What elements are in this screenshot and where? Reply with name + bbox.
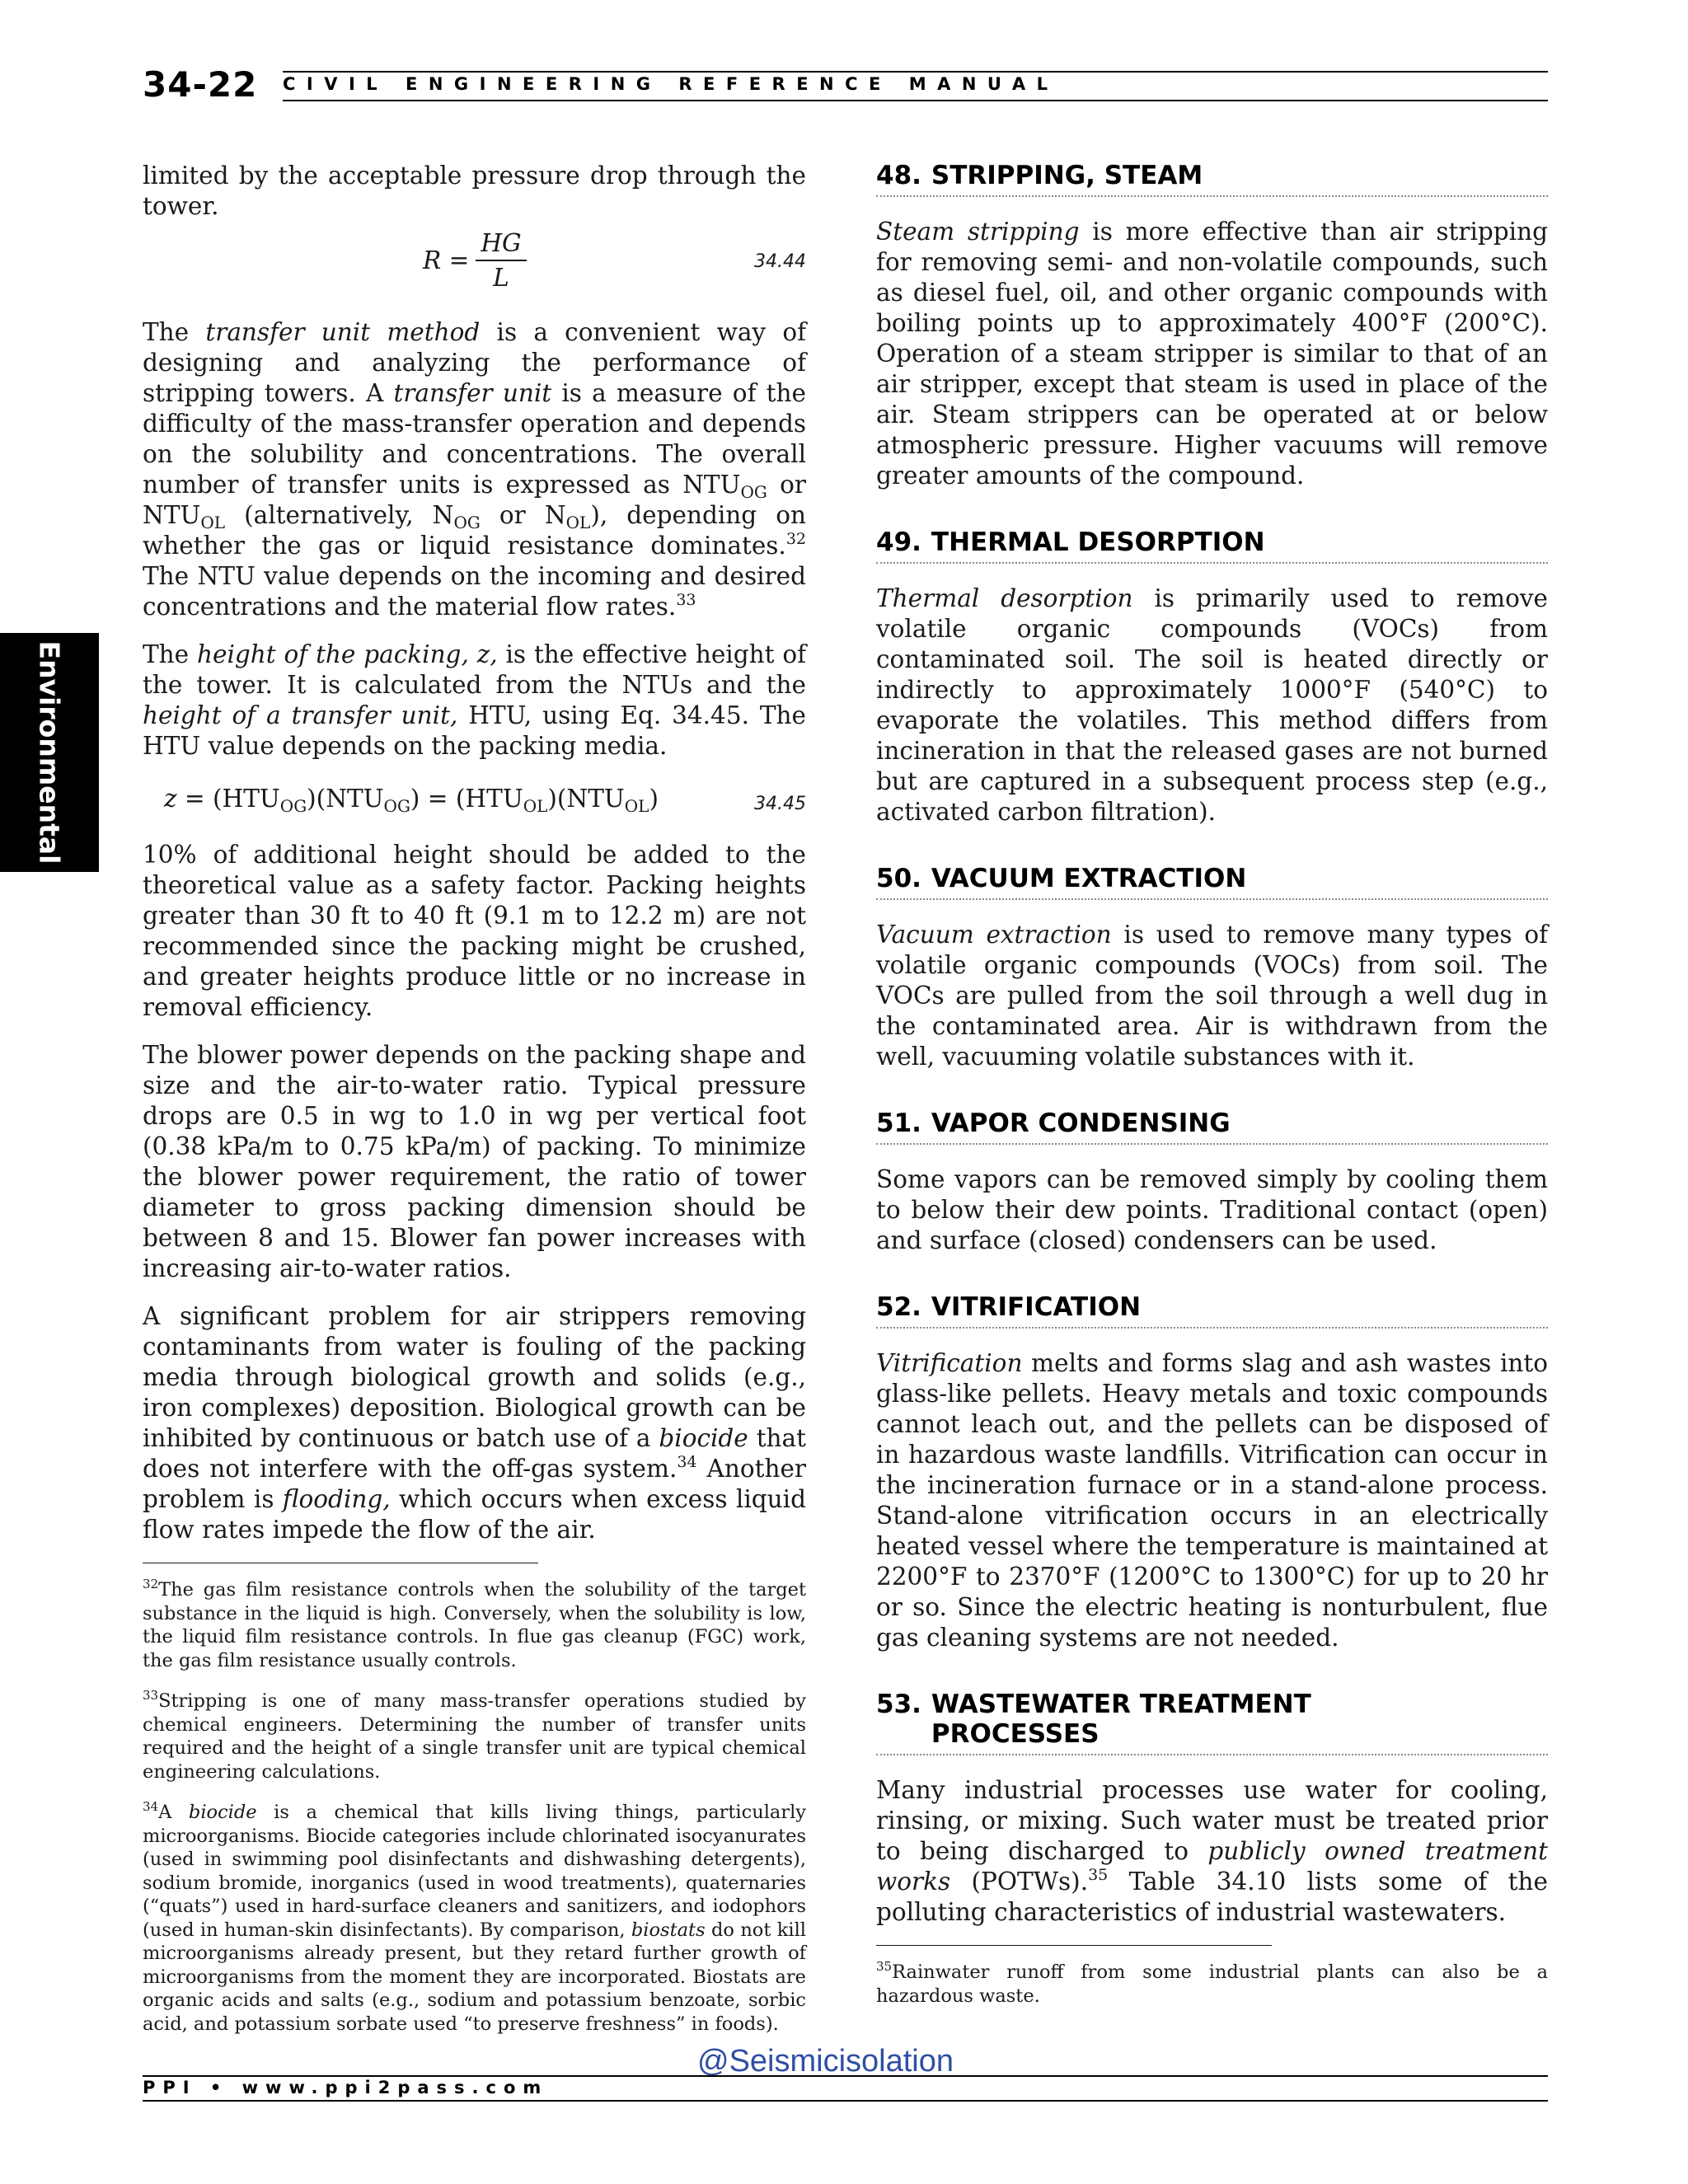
section-50-text: Vacuum extraction is used to remove many types of volatile organic compounds (VOCs) from soil. The VOCs are pulled from the soil through a well dug in the contaminated area. Air is withdrawn from the well, vacuuming volatile substances with it. bbox=[876, 921, 1548, 1071]
book-title: CIVIL ENGINEERING REFERENCE MANUAL bbox=[283, 74, 1059, 94]
intro-paragraph: limited by the acceptable pressure drop through the tower. bbox=[143, 162, 806, 220]
eq44-denominator: L bbox=[493, 264, 509, 292]
header-rule-top bbox=[283, 71, 1548, 73]
safety-factor-paragraph: 10% of additional height should be added to the theoretical value as a safety factor. Packing heights greater than 30 ft to 40 ft (9.1 m to 12.2 m) are not recommended since the packing might be crushed, and greater heights produce little or no increase in removal efficiency. bbox=[143, 841, 806, 1021]
watermark: @Seismicisolation bbox=[697, 2044, 954, 2079]
section-50-heading: 50. VACUUM EXTRACTION bbox=[876, 864, 1548, 900]
footnote-32: $^{32}$The gas film resistance controls when the solubility of the target substance in the liquid is high. Conversely, when the solubility is low, the liquid film resistance controls. In flue gas cleanup (FGC) work, the gas film resistance usually controls. bbox=[143, 1577, 806, 1671]
right-column bbox=[876, 161, 1548, 2025]
page-header bbox=[143, 64, 1548, 107]
footer-rule-bottom bbox=[143, 2100, 1548, 2102]
header-rule-bottom bbox=[283, 100, 1548, 101]
section-48-text: Steam stripping is more effective than air stripping for removing semi- and non-volatile compounds, such as diesel fuel, oil, and other organic compounds with boiling points up to approximately 400°F (200°C). Operation of a steam stripper is similar to that of an air stripper, except that steam is used in place of the air. Steam strippers can be operated at or below atmospheric pressure. Higher vacuums will remove greater amounts of the compound. bbox=[876, 218, 1549, 490]
section-53-text: Many industrial processes use water for cooling, rinsing, or mixing. Such water must be treated prior to being discharged to publicly owned treatment works (POTWs).$^{35}$ Table 34.10 lists some of the polluting characteristics of industrial wastewaters. bbox=[876, 1776, 1548, 1926]
eq44-lhs: R = bbox=[423, 246, 470, 274]
packing-height-paragraph: The height of the packing, z, is the effective height of the tower. It is calculated from the NTUs and the height of a transfer unit, HTU, using Eq. 34.45. The HTU value depends on the packing media. bbox=[143, 640, 806, 760]
section-51-heading: 51. VAPOR CONDENSING bbox=[876, 1108, 1548, 1145]
section-side-tab bbox=[0, 633, 99, 872]
page-number: 34-22 bbox=[143, 64, 258, 105]
footnote-ref-34: 34 bbox=[677, 1453, 697, 1471]
equation-34-45: $z = (HTU_{OG})(NTU_{OG}) = (HTU_{OL})(NTU_{OL})$ 34.45 bbox=[143, 779, 806, 822]
section-52-heading: 52. VITRIFICATION bbox=[876, 1292, 1548, 1329]
footnote-rule-right bbox=[876, 1945, 1272, 1946]
footnote-ref-32: 32 bbox=[785, 530, 806, 548]
equation-34-44 bbox=[143, 227, 806, 302]
section-48-heading: 48. STRIPPING, STEAM bbox=[876, 161, 1548, 197]
eq44-label: 34.44 bbox=[754, 251, 806, 272]
eq45-label: 34.45 bbox=[754, 794, 806, 814]
section-53-heading: 53. WASTEWATER TREATMENT PROCESSES bbox=[876, 1690, 1548, 1755]
page-footer bbox=[143, 2044, 1548, 2102]
side-tab-label: Environmental bbox=[33, 640, 66, 865]
section-51-text: Some vapors can be removed simply by cooling them to below their dew points. Traditional contact (open) and surface (closed) condensers can be used. bbox=[876, 1165, 1548, 1254]
footer-rule-top bbox=[143, 2075, 1548, 2077]
blower-power-paragraph: The blower power depends on the packing shape and size and the air-to-water ratio. Typical pressure drops are 0.5 in wg to 1.0 in wg per vertical foot (0.38 kPa/m to 0.75 kPa/m) of packing. To minimize the blower power requirement, the ratio of tower diameter to gross packing dimension should be between 8 and 15. Blower fan power increases with increasing air-to-water ratios. bbox=[143, 1041, 806, 1282]
footnote-ref-35: 35 bbox=[1088, 1866, 1109, 1884]
publisher-website: PPI • www.ppi2pass.com bbox=[143, 2078, 549, 2097]
footnote-35: $^{35}$Rainwater runoff from some industrial plants can also be a hazardous waste. bbox=[876, 1959, 1548, 2007]
fouling-paragraph: A significant problem for air strippers removing contaminants from water is fouling of the packing media through biological growth and solids (e.g., iron complexes) deposition. Biological growth can be inhibited by continuous or batch use of a biocide that does not interfere with the off-gas system.$^{34}$ Another problem is flooding, which occurs when excess liquid flow rates impede the flow of the air. bbox=[143, 1302, 807, 1544]
footnote-ref-33: 33 bbox=[676, 591, 696, 609]
section-52-text: Vitrification melts and forms slag and ash wastes into glass-like pellets. Heavy metals and toxic compounds cannot leach out, and the pellets can be disposed of in hazardous waste landfills. Vitrification can occur in the incineration furnace or in a stand-alone process. Stand-alone vitrification occurs in an electrically heated vessel where the temperature is maintained at 2200°F to 2370°F (1200°C to 1300°C) for up to 20 hr or so. Since the electric heating is nonturbulent, flue gas cleaning systems are not needed. bbox=[876, 1349, 1548, 1652]
footnote-34: $^{34}$A biocide is a chemical that kills living things, particularly microorganisms. Biocide categories include chlorinated isocyanurates (used in swimming pool disinfectants and dishwashing detergents), sodium bromide, inorganics (used in wood treatments), quaternaries (“quats”) used in hard-surface cleaners and sanitizers, and iodophors (used in human-skin disinfectants). By comparison, biostats do not kill microorganisms already present, but they retard further growth of microorganisms from the moment they are incorporated. Biostats are organic acids and salts (e.g., sodium and potassium benzoate, sorbic acid, and potassium sorbate used “to preserve freshness” in foods). bbox=[143, 1799, 806, 2035]
transfer-unit-paragraph: The transfer unit method is a convenient way of designing and analyzing the performance of stripping towers. A transfer unit is a measure of the difficulty of the mass-transfer operation and depends on the solubility and concentrations. The overall number of transfer units is expressed as $NTU_{OG}$ or $NTU_{OL}$ (alternatively, $N_{OG}$ or $N_{OL}$), depending on whether the gas or liquid resistance dominates.$^{32}$ The NTU value depends on the incoming and desired concentrations and the material flow rates.$^{33}$ bbox=[143, 318, 806, 621]
left-column bbox=[143, 161, 806, 2053]
eq44-numerator: HG bbox=[476, 227, 526, 261]
section-49-text: Thermal desorption is primarily used to remove volatile organic compounds (VOCs) from contaminated soil. The soil is heated directly or indirectly to approximately 1000°F (540°C) to evaporate the volatiles. This method differs from incineration in that the released gases are not burned but are captured in a subsequent process step (e.g., activated carbon filtration). bbox=[876, 584, 1549, 826]
eq44-fraction bbox=[476, 227, 526, 294]
section-49-heading: 49. THERMAL DESORPTION bbox=[876, 527, 1548, 564]
footnote-33: $^{33}$Stripping is one of many mass-transfer operations studied by chemical engineers. Determining the number of transfer units required and the height of a single transfer unit are typical chemical engineering calculations. bbox=[143, 1688, 806, 1783]
